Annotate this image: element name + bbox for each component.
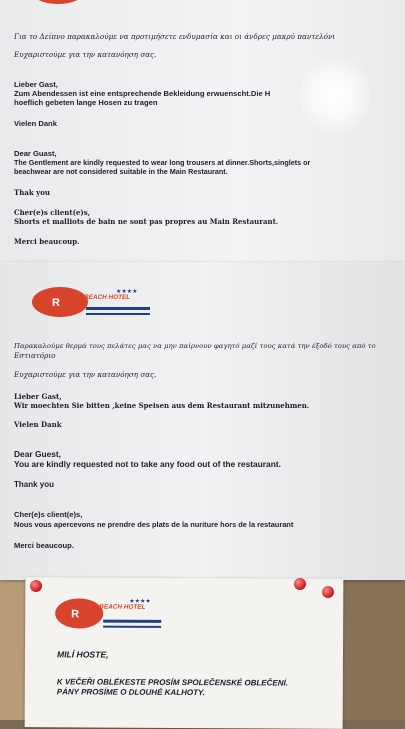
logo-text: BEACH HOTEL xyxy=(99,603,146,611)
svg-text:R: R xyxy=(52,297,60,309)
logo-text: BEACH HOTEL xyxy=(84,294,131,301)
no-food-notice xyxy=(0,262,405,580)
german-greeting: Lieber Gast, xyxy=(14,80,58,89)
wall-shadow xyxy=(343,575,405,720)
english-thanks: Thank you xyxy=(14,480,55,489)
english-greeting: Dear Guest, xyxy=(14,449,62,459)
greek-thanks: Ευχαριστούμε για την κατανόηση σας. xyxy=(14,370,157,379)
german-greeting: Lieber Gast, xyxy=(14,392,62,401)
german-line-1: Wir moechten Sie bitten ,keine Speisen aus dem Restaurant mitzunehmen. xyxy=(14,401,310,410)
english-thanks: Thak you xyxy=(14,188,50,197)
english-line-2: beachwear are not considered suitable in the Main Restaurant. xyxy=(14,167,228,176)
french-greeting: Cher(e)s client(e)s, xyxy=(14,208,91,217)
logo-stars: ★★★★ xyxy=(129,597,151,605)
greek-line-1: Παρακαλούμε θερμά τους πελάτες μας να μην παίρνουν φαγητό μαζί τους κατά την έξοδό τους από το xyxy=(14,342,376,350)
greek-thanks: Ευχαριστούμε για την κατανόηση σας. xyxy=(14,50,157,59)
french-greeting: Cher(e)s client(e)s, xyxy=(14,510,83,519)
dress-code-notice xyxy=(0,0,405,262)
push-pin xyxy=(322,586,334,598)
czech-greeting: MILÍ HOSTE, xyxy=(56,649,109,660)
czech-dress-code-notice xyxy=(25,577,344,729)
czech-line-2: PÁNY PROSÍME O DLOUHÉ KALHOTY. xyxy=(56,687,205,698)
english-greeting: Dear Guast, xyxy=(14,149,57,158)
push-pin xyxy=(30,580,42,592)
german-thanks: Vielen Dank xyxy=(14,420,62,429)
light-glare xyxy=(300,50,370,140)
push-pin xyxy=(294,578,306,590)
svg-text:R: R xyxy=(71,608,80,621)
french-thanks: Merci beaucoup. xyxy=(14,541,74,550)
french-line-1: Nous vous apercevons ne prendre des plats de la nuriture hors de la restaurant xyxy=(14,520,294,529)
czech-line-1: K VEČEŘI OBLÉKESTE PROSÍM SPOLEČENSKÉ OBLEČENÍ. xyxy=(56,677,289,688)
german-thanks: Vielen Dank xyxy=(14,119,57,128)
logo-stars: ★★★★ xyxy=(116,288,138,295)
english-line-1: You are kindly requested not to take any food out of the restaurant. xyxy=(14,459,281,469)
greek-dress-text: Για το Δείπνο παρακαλούμε να προτιμήσετε ενδυμασία και οι άνδρες μακρύ παντελόνι xyxy=(14,32,336,41)
greek-line-2: Εστιατόριο xyxy=(14,351,56,360)
french-thanks: Merci beaucoup. xyxy=(14,237,80,246)
french-line-1: Shorts et malliots de bain ne sont pas propres au Main Restaurant. xyxy=(14,217,279,226)
german-line-2: hoeflich gebeten lange Hosen zu tragen xyxy=(14,98,158,107)
english-line-1: The Gentlement are kindly requested to wear long trousers at dinner.Shorts,singlets or xyxy=(14,158,311,167)
german-line-1: Zum Abendessen ist eine entsprechende Bekleidung erwuenscht.Die H xyxy=(14,89,271,98)
hotel-logo-partial xyxy=(30,0,150,10)
